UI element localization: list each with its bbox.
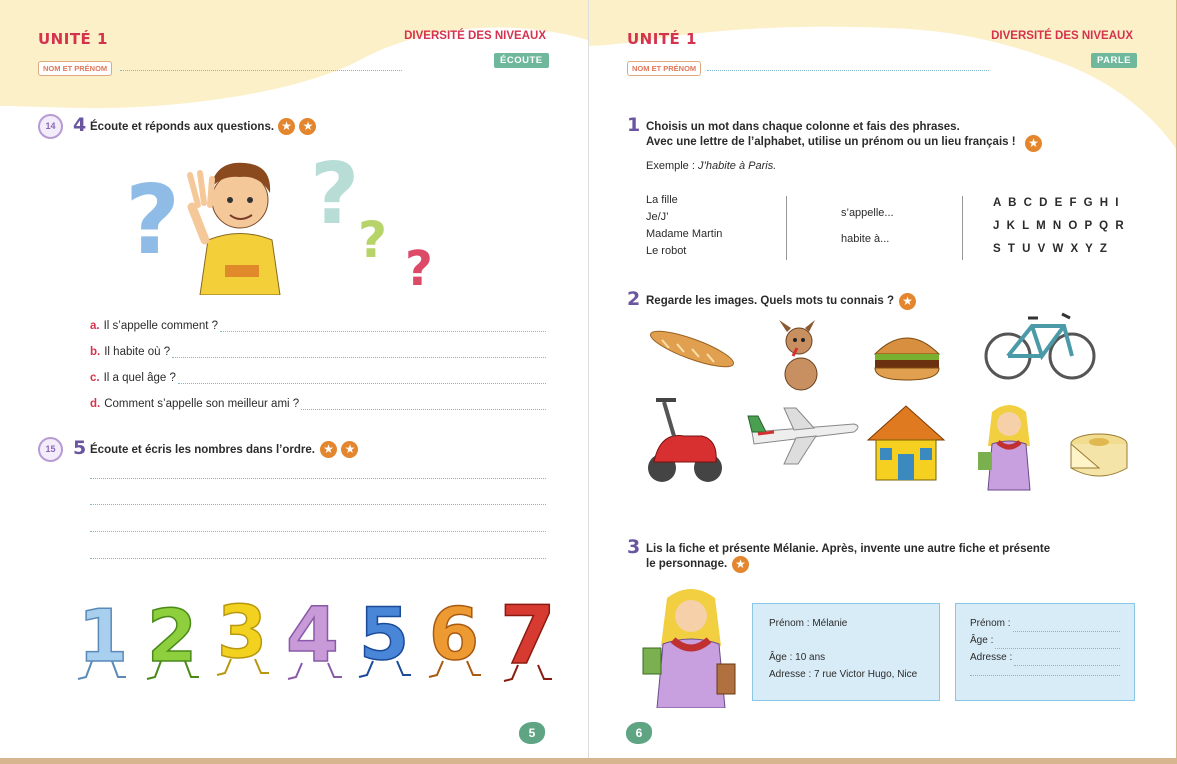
answer-line[interactable] (90, 531, 546, 532)
svg-text:?: ? (405, 241, 433, 295)
answer-line[interactable] (90, 478, 546, 479)
dog-image (771, 316, 831, 396)
name-badge: NOM ET PRÉNOM (38, 61, 112, 76)
page-number: 5 (519, 722, 545, 744)
exercise-number: 2 (627, 288, 641, 310)
melanie-illustration (639, 584, 739, 708)
unit-title: UNITÉ 1 (38, 30, 108, 48)
subject-item: Madame Martin (646, 228, 723, 240)
card-input-line[interactable] (1013, 622, 1120, 632)
card-row (970, 649, 1120, 666)
svg-text:?: ? (310, 145, 360, 244)
subject-item: Je/J’ (646, 211, 669, 223)
scooter-image (644, 392, 724, 488)
verb-1: s’appelle... (841, 207, 894, 219)
number-two-character (141, 585, 207, 685)
difficulty-stars (320, 441, 358, 459)
section-title: DIVERSITÉ DES NIVEAUX (404, 30, 546, 42)
question-letter: a. (90, 320, 100, 332)
house-image (864, 402, 949, 484)
answer-line[interactable] (301, 400, 546, 410)
digit-label: 3 (217, 590, 268, 674)
star-icon: ★ (320, 441, 337, 458)
card-row (970, 666, 1120, 676)
star-icon: ★ (732, 556, 749, 573)
subjects-column (646, 192, 722, 260)
question-letter: d. (90, 398, 101, 410)
star-icon: ★ (299, 118, 316, 135)
girl-image (974, 402, 1044, 492)
blank-profile-card (955, 603, 1135, 701)
exercise-number: 1 (627, 114, 641, 136)
card-row (970, 632, 1120, 649)
alphabet-row: S T U V W X Y Z (993, 243, 1109, 255)
number-one-character (70, 585, 136, 685)
example-line (646, 158, 776, 175)
number-three-character (211, 585, 277, 685)
question-row (90, 332, 546, 358)
question-row (90, 358, 546, 384)
audio-track-number: 15 (45, 444, 56, 454)
skill-tag: ÉCOUTE (494, 53, 549, 68)
question-text: Il s’appelle comment ? (103, 320, 219, 332)
digit-label: 2 (146, 594, 197, 678)
digit-label: 5 (358, 592, 409, 676)
subject-item: Le robot (646, 245, 687, 257)
answer-line[interactable] (172, 348, 546, 358)
answer-line[interactable] (90, 504, 546, 505)
card-input-line[interactable] (1014, 656, 1120, 666)
exercise-title: Écoute et réponds aux questions. (90, 121, 275, 133)
example-label: Exemple : (646, 160, 695, 172)
alphabet-row: A B C D E F G H I (993, 197, 1121, 209)
svg-text:?: ? (125, 166, 181, 276)
number-five-character (353, 585, 419, 685)
section-title: DIVERSITÉ DES NIVEAUX (991, 30, 1133, 42)
hamburger-image (871, 328, 943, 384)
number-six-character (423, 585, 489, 685)
name-field[interactable] (120, 70, 402, 71)
bicycle-image (984, 306, 1096, 386)
svg-text:?: ? (358, 211, 388, 269)
card-age: Âge : 10 ans (769, 652, 826, 663)
card-first-name: Prénom : Mélanie (769, 618, 848, 629)
card-row (970, 615, 1120, 632)
card-input-line[interactable] (970, 666, 1120, 676)
verb-2: habite à... (841, 233, 890, 245)
star-icon: ★ (1025, 135, 1042, 152)
number-seven-character (494, 585, 560, 685)
card-label: Adresse : (970, 652, 1013, 663)
card-address: Adresse : 7 rue Victor Hugo, Nice (769, 669, 918, 680)
cheese-image (1067, 428, 1131, 484)
question-letter: b. (90, 346, 101, 358)
example-text: J’habite à Paris. (697, 160, 777, 172)
card-input-line[interactable] (995, 639, 1120, 649)
digit-label: 6 (429, 592, 480, 676)
exercise-title-line2: le personnage. (646, 558, 728, 570)
boy-with-question-marks-illustration (120, 145, 450, 295)
column-divider (962, 196, 963, 260)
exercise-title-line1: Choisis un mot dans chaque colonne et fais des phrases. (646, 121, 960, 133)
page-number: 6 (626, 722, 652, 744)
exercise-number: 3 (627, 536, 641, 558)
answer-line[interactable] (178, 374, 546, 384)
card-label: Prénom : (970, 618, 1011, 629)
answer-line[interactable] (90, 558, 546, 559)
question-row (90, 384, 546, 410)
answer-line[interactable] (220, 322, 546, 332)
name-badge: NOM ET PRÉNOM (627, 61, 701, 76)
alphabet-row: J K L M N O P Q R (993, 220, 1126, 232)
airplane-image (744, 402, 864, 472)
digit-label: 4 (285, 590, 339, 679)
difficulty-stars (278, 118, 316, 136)
subject-item: La fille (646, 194, 678, 206)
walking-numbers-illustration (70, 585, 560, 685)
unit-title: UNITÉ 1 (627, 30, 697, 48)
exercise-title-line2: Avec une lettre de l’alphabet, utilise un prénom ou un lieu français ! (646, 136, 1016, 148)
question-list (90, 306, 546, 410)
left-page (0, 0, 588, 758)
star-icon: ★ (341, 441, 358, 458)
number-four-character (282, 585, 348, 685)
melanie-profile-card (752, 603, 940, 701)
baguette-image (647, 322, 737, 377)
question-letter: c. (90, 372, 100, 384)
exercise-title: Regarde les images. Quels mots tu connais ? (646, 295, 894, 307)
question-text: Il habite où ? (104, 346, 171, 358)
skill-tag: PARLE (1091, 53, 1137, 68)
audio-track-number: 14 (45, 121, 56, 131)
question-text: Comment s’appelle son meilleur ami ? (104, 398, 300, 410)
audio-track-icon[interactable] (38, 437, 63, 462)
name-field[interactable] (707, 70, 989, 71)
digit-label: 7 (499, 589, 556, 682)
card-label: Âge : (970, 635, 994, 646)
exercise-title-line1: Lis la fiche et présente Mélanie. Après, invente une autre fiche et présente (646, 543, 1051, 555)
alphabet-column (993, 192, 1126, 261)
star-icon: ★ (899, 293, 916, 310)
digit-label: 1 (78, 594, 129, 678)
exercise-title: Écoute et écris les nombres dans l’ordre. (90, 444, 315, 456)
question-row (90, 306, 546, 332)
column-divider (786, 196, 787, 260)
question-text: Il a quel âge ? (103, 372, 176, 384)
star-icon: ★ (278, 118, 295, 135)
exercise-number: 4 (73, 114, 87, 136)
right-page (588, 0, 1176, 758)
audio-track-icon[interactable] (38, 114, 63, 139)
exercise-number: 5 (73, 437, 87, 459)
